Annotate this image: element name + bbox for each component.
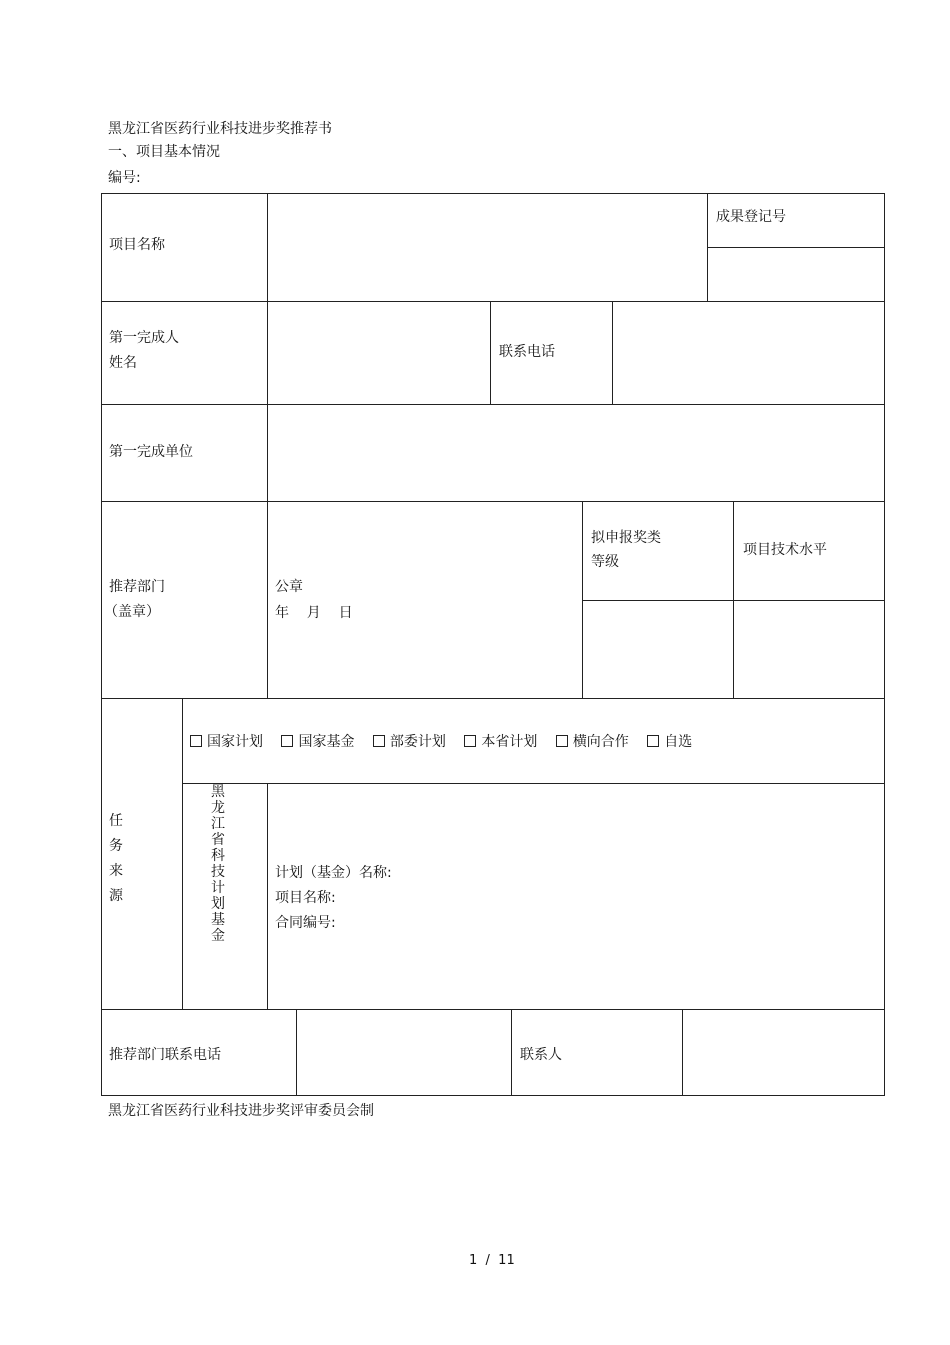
- task-source-char: 任: [109, 813, 123, 829]
- award-class-label-line2: 等级: [591, 554, 619, 570]
- dept-phone-field[interactable]: [297, 1010, 511, 1096]
- checkbox-icon[interactable]: [190, 735, 202, 747]
- plan-project-name-label: 项目名称:: [275, 890, 336, 906]
- vertical-char: 科: [211, 848, 225, 864]
- first-person-label-line1: 第一完成人: [109, 330, 179, 346]
- vertical-char: 基: [211, 912, 225, 928]
- contact-label: 联系人: [520, 1047, 562, 1063]
- vertical-char: 计: [211, 880, 225, 896]
- issuer-footer: 黑龙江省医药行业科技进步奖评审委员会制: [108, 1103, 374, 1119]
- phone-label: 联系电话: [499, 344, 555, 360]
- vertical-char: 龙: [211, 800, 225, 816]
- task-source-label: [109, 809, 123, 909]
- award-class-field[interactable]: [583, 601, 733, 698]
- first-unit-field[interactable]: [268, 405, 884, 501]
- first-person-label-line2: 姓名: [109, 355, 137, 371]
- first-unit-label: 第一完成单位: [109, 444, 193, 460]
- project-name-label: 项目名称: [109, 237, 165, 253]
- seal-label: 公章: [275, 579, 303, 595]
- vertical-char: 江: [211, 816, 225, 832]
- checkbox-icon[interactable]: [647, 735, 659, 747]
- vertical-char: 省: [211, 832, 225, 848]
- tech-level-label: 项目技术水平: [743, 542, 827, 558]
- contract-no-label: 合同编号:: [275, 915, 336, 931]
- checkbox-icon[interactable]: [556, 735, 568, 747]
- vertical-char: 黑: [211, 784, 225, 800]
- vertical-char: 金: [211, 928, 225, 944]
- task-source-char: 源: [109, 888, 123, 904]
- option-ministry-plan[interactable]: 部委计划: [373, 733, 446, 751]
- date-label: 年 月 日: [275, 605, 353, 621]
- option-self-selected[interactable]: 自选: [647, 733, 692, 751]
- award-class-label-line1: 拟申报奖类: [591, 530, 661, 546]
- project-name-field[interactable]: [268, 194, 707, 301]
- first-person-name-field[interactable]: [268, 302, 490, 404]
- task-options: [190, 733, 706, 751]
- document-title: 黑龙江省医药行业科技进步奖推荐书: [108, 121, 332, 137]
- option-province-plan[interactable]: 本省计划: [464, 733, 537, 751]
- tech-level-field[interactable]: [734, 601, 884, 698]
- hlj-fund-vertical-label: [204, 784, 232, 944]
- number-label: 编号:: [108, 170, 141, 186]
- dept-phone-label: 推荐部门联系电话: [109, 1047, 221, 1063]
- option-horizontal-coop[interactable]: 横向合作: [556, 733, 629, 751]
- checkbox-icon[interactable]: [281, 735, 293, 747]
- achievement-reg-label: 成果登记号: [716, 209, 786, 225]
- checkbox-icon[interactable]: [373, 735, 385, 747]
- recommend-dept-label-line2: （盖章）: [104, 604, 160, 620]
- task-source-char: 来: [109, 863, 123, 879]
- option-national-plan[interactable]: 国家计划: [190, 733, 263, 751]
- vertical-char: 技: [211, 864, 225, 880]
- achievement-reg-field[interactable]: [708, 248, 884, 301]
- phone-field[interactable]: [613, 302, 884, 404]
- recommend-dept-label-line1: 推荐部门: [109, 579, 165, 595]
- checkbox-icon[interactable]: [464, 735, 476, 747]
- task-source-char: 务: [109, 838, 123, 854]
- page-number: 1 / 11: [469, 1253, 515, 1268]
- section-heading: 一、项目基本情况: [108, 144, 220, 160]
- contact-field[interactable]: [683, 1010, 884, 1096]
- vertical-char: 划: [211, 896, 225, 912]
- plan-name-label: 计划（基金）名称:: [275, 865, 392, 881]
- option-national-fund[interactable]: 国家基金: [281, 733, 354, 751]
